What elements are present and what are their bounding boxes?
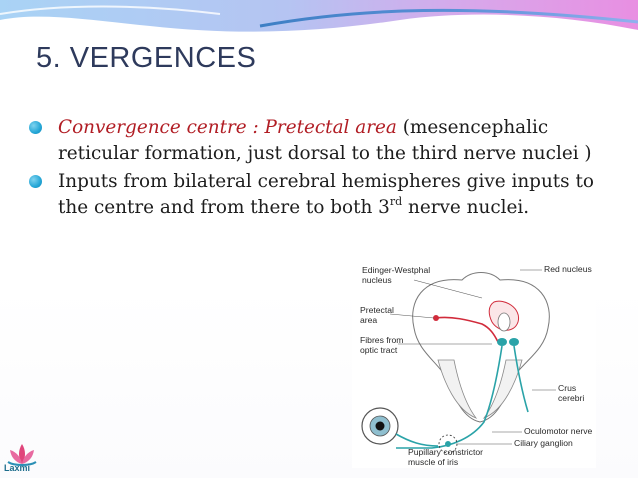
bullet-item [22, 115, 622, 167]
bullet-highlight: Convergence centre : Pretectal area [58, 117, 397, 138]
label-edinger-westphal: Edinger-Westphal nucleus [362, 265, 431, 285]
aqueduct [498, 313, 510, 331]
oculomotor-nerve-path-right [514, 346, 528, 412]
edinger-westphal-nucleus [509, 338, 519, 346]
label-ciliary-ganglion: Ciliary ganglion [514, 438, 573, 448]
label-fibres-optic-tract: Fibres from optic tract [360, 335, 404, 355]
pupil [376, 422, 385, 431]
edinger-westphal-nucleus [497, 338, 507, 346]
bullet-dot-icon [29, 175, 42, 188]
bullet-text: Inputs from bilateral cerebral hemispheres give inputs to the centre and from there to both 3 [58, 171, 594, 218]
midbrain-outline [413, 273, 550, 423]
superscript: rd [389, 194, 403, 208]
brainstem-pathway-figure [352, 262, 596, 468]
header-wave [0, 0, 638, 40]
label-red-nucleus: Red nucleus [544, 264, 592, 274]
slide-title: 5. VERGENCES [36, 42, 257, 74]
leader-line [390, 314, 434, 318]
logo-text: Laxmi [4, 463, 31, 473]
label-pupillary-constrictor: Pupillary constrictor muscle of iris [408, 447, 483, 467]
label-pretectal-area: Pretectal area [360, 305, 394, 325]
eye-nerve [396, 434, 438, 446]
bullet-list [22, 115, 622, 223]
label-crus-cerebri: Crus cerebri [558, 383, 585, 403]
label-oculomotor-nerve: Oculomotor nerve [524, 426, 593, 436]
bullet-text-end: nerve nuclei. [402, 197, 530, 218]
bullet-dot-icon [29, 121, 42, 134]
pretectal-tract [436, 317, 498, 342]
bullet-item [22, 169, 622, 221]
bullet-text: (mesencephalic reticular formation, just dorsal to the third nerve nuclei ) [58, 117, 592, 164]
crus-cerebri-shape [438, 360, 522, 418]
